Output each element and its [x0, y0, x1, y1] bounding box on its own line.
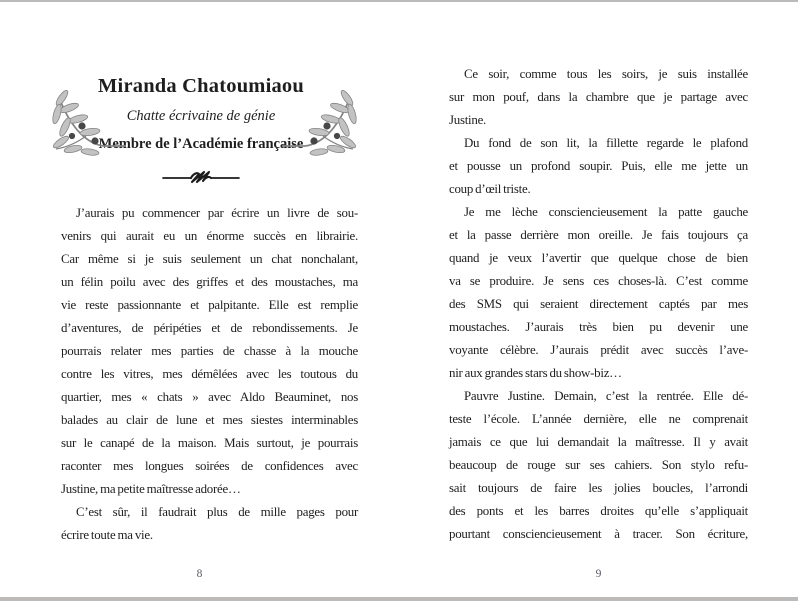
- text-line: Car même si je suis seulement un chat nonchalant,: [61, 252, 358, 266]
- page-number-left: 8: [196, 568, 203, 580]
- olive-branch-left-icon: [38, 86, 126, 164]
- text-line: quand je veux l’avertir que quelque chose de bien: [449, 251, 748, 265]
- knot-divider-icon: [161, 168, 241, 188]
- olive-branch-right-icon: [283, 86, 371, 164]
- text-line: Justine.: [449, 113, 487, 127]
- text-line: quartier, mes « chats » avec Aldo Beauminet, nos: [61, 390, 358, 404]
- text-line: sait toujours de faire les jolies boucles, l’arrondi: [449, 481, 748, 495]
- text-line: balades au clair de lune et mes siestes interminables: [61, 413, 358, 427]
- text-line: écrire toute ma vie.: [61, 528, 153, 542]
- page-number-right: 9: [595, 568, 602, 580]
- text-line: nir aux grandes stars du show-biz…: [449, 366, 622, 380]
- text-line: raconter mes longues soirées de confidences avec: [61, 459, 358, 473]
- text-line: vie reste passionnante et palpitante. Elle est remplie: [61, 298, 358, 312]
- text-line: Ce soir, comme tous les soirs, je suis installée: [464, 67, 748, 81]
- text-line: coup d’œil triste.: [449, 182, 531, 196]
- text-line: C’est sûr, il faudrait plus de mille pages pour: [76, 505, 358, 519]
- page-right-body: [449, 63, 748, 546]
- text-line: des SMS qui seraient directement captés par mes: [449, 297, 748, 311]
- text-line: pourtant consciencieusement à tracer. Son écriture,: [449, 527, 748, 541]
- text-line: J’aurais pu commencer par écrire un livre de sou-: [76, 206, 358, 220]
- text-line: venirs qui aurait eu un énorme succès en librairie.: [61, 229, 358, 243]
- text-line: Pauvre Justine. Demain, c’est la rentrée. Elle dé-: [464, 389, 748, 403]
- page-left-body: [61, 202, 358, 547]
- text-line: d’aventures, de péripéties et de rebondissements. Je: [61, 321, 358, 335]
- author-affiliation: Membre de l’Académie française: [98, 136, 304, 152]
- text-line: et pousse un profond soupir. Puis, elle me jette un: [449, 159, 748, 173]
- text-line: moustaches. J’aurais très bien pu devenir une: [449, 320, 748, 334]
- text-line: sur mon pouf, dans la chambre que je partage avec: [449, 90, 748, 104]
- text-line: contre les vitres, mes démêlées avec les toutous du: [61, 367, 358, 381]
- text-line: va se produire. Je sens ces choses-là. C’est comme: [449, 274, 748, 288]
- text-line: voyante célèbre. J’aurais prédit avec succès l’ave-: [449, 343, 748, 357]
- text-line: Justine, ma petite maîtresse adorée…: [61, 482, 241, 496]
- text-line: beaucoup de rouge sur ses cahiers. Son stylo refu-: [449, 458, 748, 472]
- text-line: Je me lèche consciencieusement la patte gauche: [464, 205, 748, 219]
- text-line: sur le canapé de la maison. Mais surtout, je pourrais: [61, 436, 358, 450]
- author-name: Miranda Chatoumiaou: [98, 75, 304, 97]
- text-line: pourrais relater mes parties de chasse à la mouche: [61, 344, 358, 358]
- text-line: Du fond de son lit, la fillette regarde le plafond: [464, 136, 748, 150]
- text-line: et la passe derrière mon oreille. Je fais toujours ça: [449, 228, 748, 242]
- text-line: teste l’école. L’année dernière, elle ne comprenait: [449, 412, 748, 426]
- text-line: un félin poilu avec des griffes et des moustaches, ma: [61, 275, 358, 289]
- text-line: des ponts et les barres droites qu’elle s’appliquait: [449, 504, 748, 518]
- text-line: jamais ce que lui demandait la maîtresse. Il y avait: [449, 435, 748, 449]
- author-role: Chatte écrivaine de génie: [126, 108, 276, 124]
- bottom-edge-line: [0, 597, 798, 601]
- page-right: [449, 0, 748, 601]
- page-left: [61, 0, 358, 601]
